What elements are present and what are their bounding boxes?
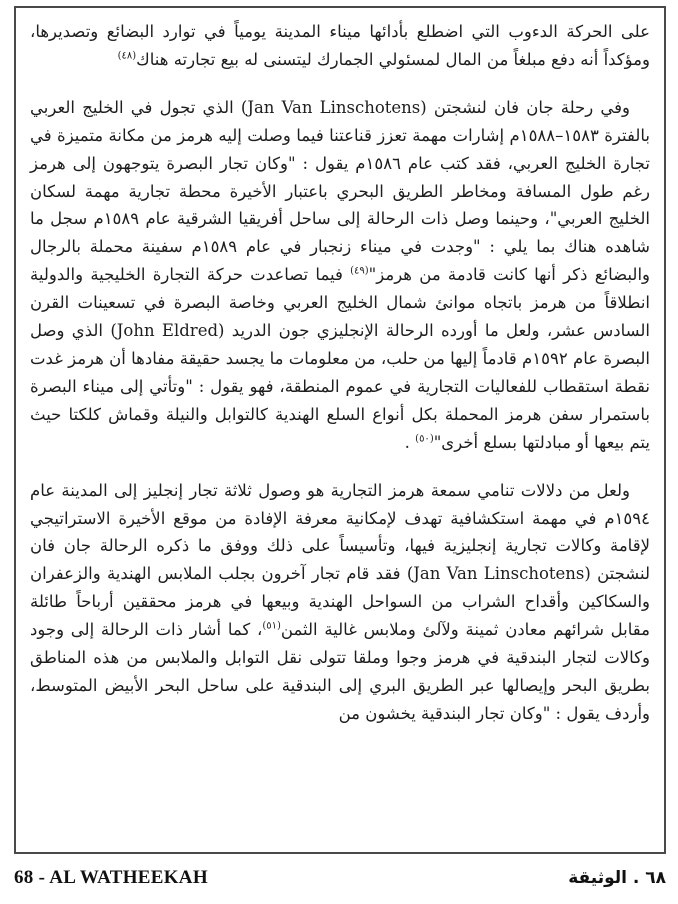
- paragraph-3-text-a: ولعل من دلالات تنامي سمعة هرمز التجارية هو وصول ثلاثة تجار إنجليز إلى المدينة عام ١٥٩٤م في مهمة استكشافية تهدف لإمكانية معرفة الإفادة من موقع الأخيرة الاستراتيجي لإقامة وكالات تجارية إنجليزية فيها، وتأسيساً على ذلك ووفق ما ذكره الرحالة جان فان لنشجتن (Jan Van Linschotens) فقد قام تجار آخرون بجلب الملابس الهندية والزعفران والسكاكين وأقداح الشراب من السواحل الهندية وبيعها في هرمز محققين أرباحاً طائلة مقابل شرائهم معادن ثمينة ولآلئ وملابس غالية الثمن: [30, 480, 650, 640]
- footnote-ref-49: (٤٩): [350, 265, 369, 277]
- page-frame: [14, 6, 666, 854]
- paragraph-2-text-b: فيما تصاعدت حركة التجارة الخليجية والدولية انطلاقاً من هرمز باتجاه موانئ شمال الخليج العربي وخاصة البصرة في تسعينات القرن السادس عشر، ولعل ما أورده الرحالة الإنجليزي جون الدريد (John Eldred) الذي وصل البصرة عام ١٥٩٢م قادماً إليها من حلب، من معلومات ما يجسد حقيقة مفادها أن هرمز غدت نقطة استقطاب للفعاليات التجارية في عموم المنطقة، فهو يقول : "وتأتي إلى ميناء البصرة باستمرار سفن هرمز المحملة بكل أنواع السلع الهندية كالتوابل والنيلة وقماش كلكتا حيث يتم بيعها أو مبادلتها بسلع أخرى": [30, 265, 651, 452]
- footer-journal-page-ar: ٦٨ . الوثيقة: [568, 868, 666, 888]
- footer-journal-page-en: 68 - AL WATHEEKAH: [14, 867, 208, 888]
- paragraph-2-text-a: وفي رحلة جان فان لنشجتن (Jan Van Linschotens) الذي تجول في الخليج العربي بالفترة ١٥٨٣–١٥٨٨م إشارات مهمة تعزز قناعتنا فيما وصلت إليه هرمز من مكانة متميزة في تجارة الخليج العربي، فقد كتب عام ١٥٨٦م يقول : "وكان تجار البصرة يتوجهون إلى هرمز رغم طول المسافة ومخاطر الطريق البحري باعتبار الأخيرة محطة تجارية مهمة لسكان الخليج العربي"، وحينما وصل ذات الرحالة إلى ساحل أفريقيا الشرقية عام ١٥٨٩م سجل ما شاهده هناك بما يلي : "وجدت في ميناء زنجبار في عام ١٥٨٩م سفينة محملة بالرجال والبضائع ذكر أنها كانت قادمة من هرمز": [30, 97, 650, 285]
- footnote-ref-51: (٥١): [262, 620, 281, 632]
- paragraph-3: [30, 477, 650, 728]
- paragraph-2-end: .: [404, 432, 416, 452]
- paragraph-1: [30, 18, 650, 74]
- footnote-ref-48: (٤٨): [117, 50, 137, 62]
- paragraph-2: [30, 94, 650, 457]
- footnote-ref-50: (٥٠): [415, 433, 434, 445]
- page-footer: [14, 858, 666, 898]
- article-body: [30, 18, 650, 728]
- paragraph-1-text: على الحركة الدءوب التي اضطلع بأدائها ميناء المدينة يومياً في توارد البضائع وتصديرها، ومؤكداً أنه دفع مبلغاً من المال لمسئولي الجمارك ليتسنى له بيع تجارته هناك: [30, 22, 650, 69]
- paragraph-3-text-b: ، كما أشار ذات الرحالة إلى وجود وكالات لتجار البندقية في هرمز وجوا وملقا تتولى نقل التوابل والملابس من هذه المناطق بطريق البحر وإيصالها عبر الطريق البري إلى البندقية على ساحل البحر الأبيض المتوسط، وأردف يقول : "وكان تجار البندقية يخشون من: [30, 620, 650, 723]
